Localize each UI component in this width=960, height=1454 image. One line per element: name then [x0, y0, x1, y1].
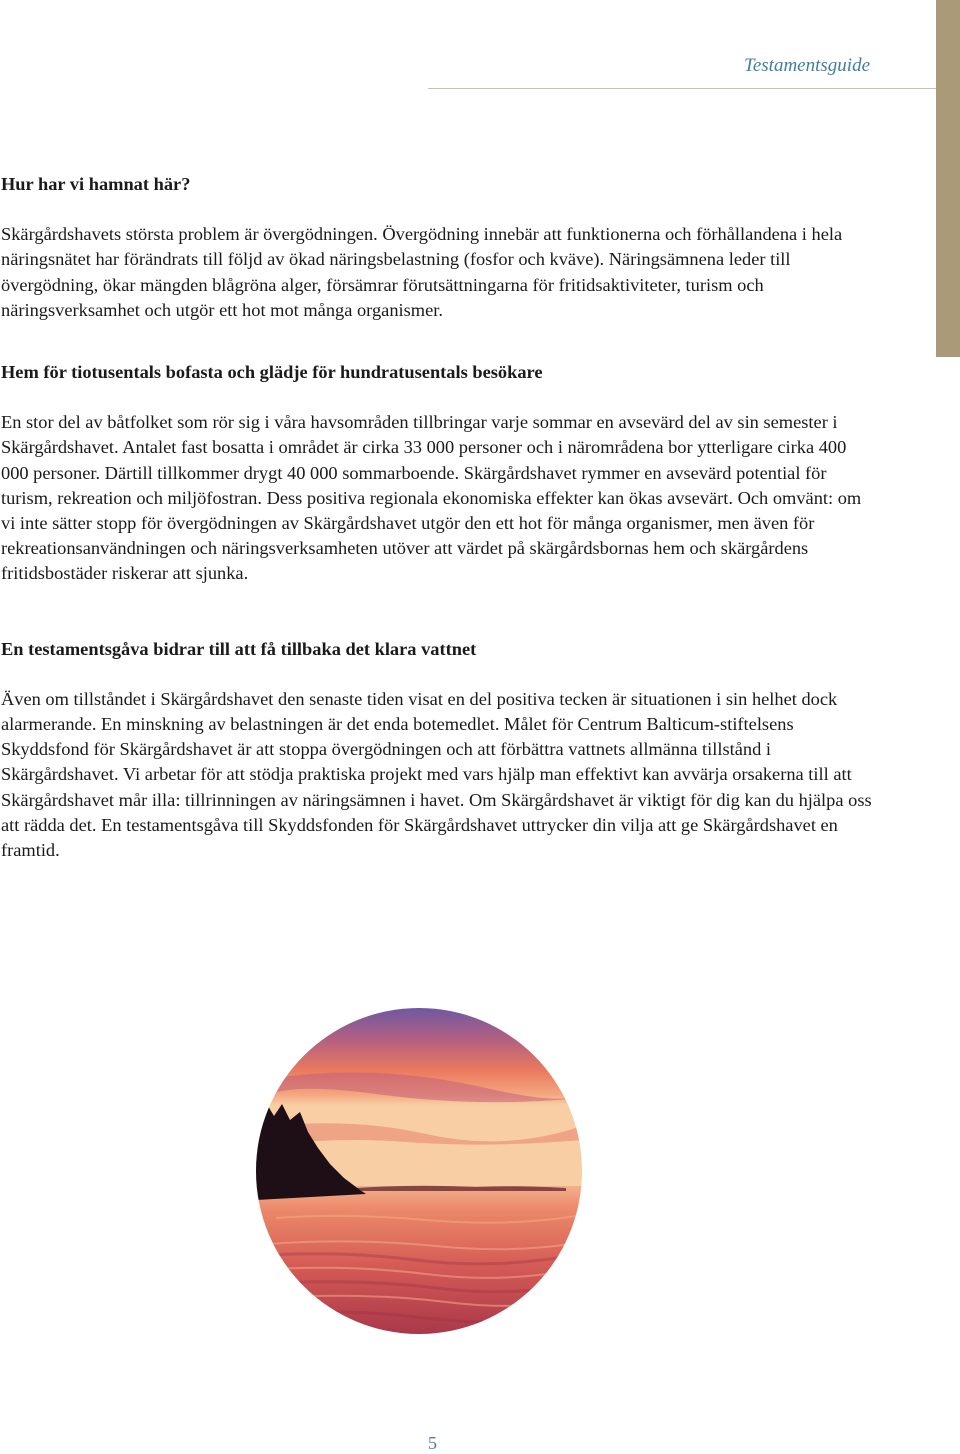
header-divider [428, 88, 936, 89]
section-paragraph: Även om tillståndet i Skärgårdshavet den senaste tiden visat en del positiva tecken är situationen i sin helhet dock alarmerande. En minskning av belastningen är det enda botemedlet. Målet för Centrum Balticum-stiftelsens Skyddsfond för Skärgårdshavet är att stoppa övergödningen och att förbättra vattnets allmänna tillstånd i Skärgårdshavet. Vi arbetar för att stödja praktiska projekt med vars hjälp man effektivt kan avvärja orsakerna till att Skärgårdshavet mår illa: tillrinningen av näringsämnen i havet. Om Skärgårdshavet är viktigt för dig kan du hjälpa oss att rädda det. En testamentsgåva till Skyddsfonden för Skärgårdshavet uttrycker din vilja att ge Skärgårdshavet en framtid. [1, 688, 872, 861]
section-heading: Hem för tiotusentals bofasta och glädje för hundratusentals besökare [1, 362, 543, 383]
side-color-tab [936, 0, 960, 357]
section-paragraph: En stor del av båtfolket som rör sig i våra havsområden tillbringar varje sommar en avsevärd del av sin semester i Skärgårdshavet. Antalet fast bosatta i området är cirka 33 000 personer och i närområdena bor ytterligare cirka 400 000 personer. Därtill tillkommer drygt 40 000 sommarboende. Skärgårdshavet rymmer en avsevärd potential för turism, rekreation och miljöfostran. Dess positiva regionala ekonomiska effekter kan ökas avsevärt. Och omvänt: om vi inte sätter stopp för övergödningen av Skärgårdshavet utgör den ett hot för många organismer, men även för rekreationsanvändningen och näringsverksamheten utöver att värdet på skärgårdsbornas hem och skärgårdens fritidsbostäder riskerar att sjunka. [1, 412, 862, 584]
sunset-sea-photo [256, 1008, 582, 1334]
section-heading: En testamentsgåva bidrar till att få tillbaka det klara vattnet [1, 638, 477, 659]
article-body [1, 172, 873, 863]
running-header-title: Testamentsguide [744, 55, 870, 76]
section-heading: Hur har vi hamnat här? [1, 174, 191, 194]
section-paragraph: Skärgårdshavets största problem är övergödningen. Övergödning innebär att funktionerna och förhållandena i hela näringsnätet har förändrats till följd av ökad näringsbelastning (fosfor och kväve). Näringsämnena leder till övergödning, ökar mängden blågröna alger, försämrar förutsättningarna för fritidsaktiviteter, turism och näringsverksamhet och utgör ett hot mot många organismer. [1, 224, 843, 320]
page-number: 5 [428, 1433, 437, 1453]
